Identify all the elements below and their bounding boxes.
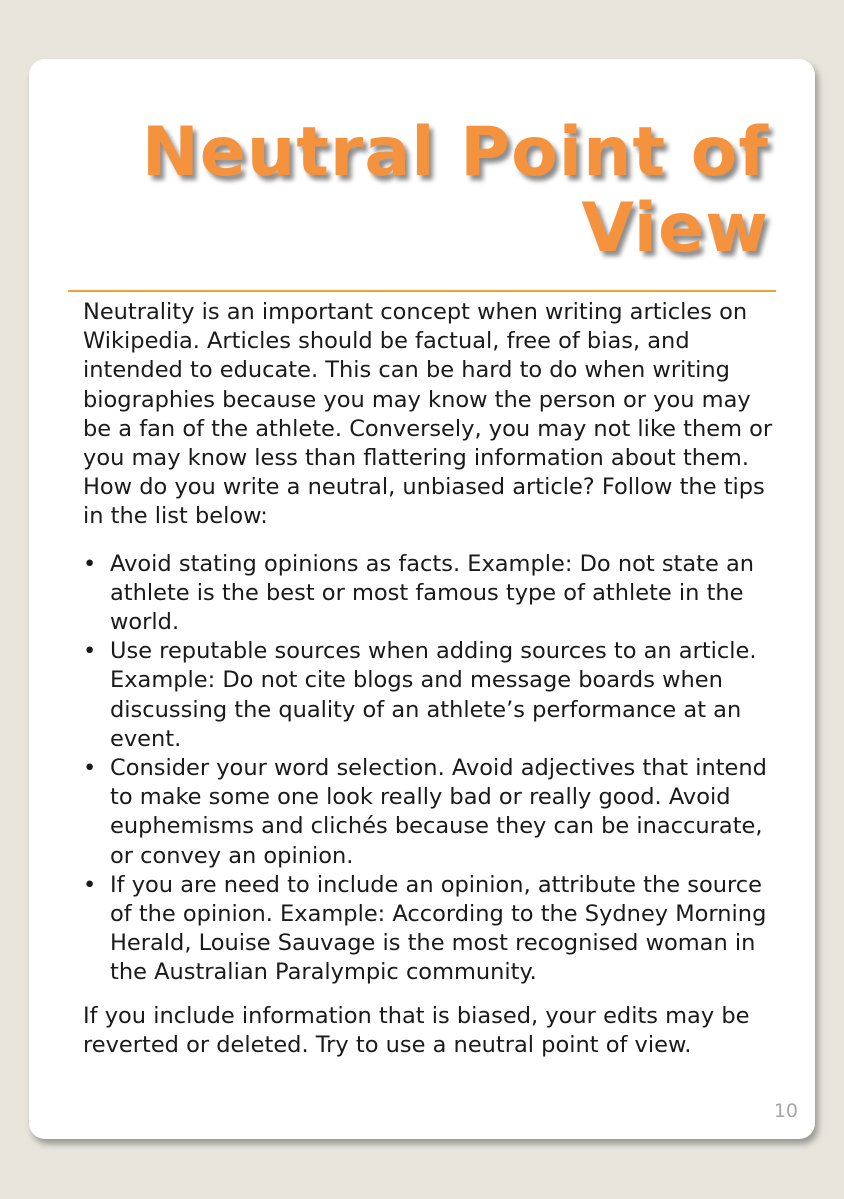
bullet-icon: • (83, 550, 97, 577)
intro-paragraph: Neutrality is an important concept when writing articles on Wikipedia. Articles should be factual, free of bias, and intended to educate. This can be hard to do when writing biographies because you may know the person or you may be a fan of the athlete. Conversely, you may not like them or you may know less than flattering information about them. How do you write a neutral, unbiased article? Follow the tips in the list below: (83, 299, 773, 530)
body-content (83, 298, 773, 1060)
tip-text: Use reputable sources when adding sources to an article. Example: Do not cite blogs and message boards when discussing the quality of an athlete’s performance at an event. (110, 638, 757, 752)
tip-text: Avoid stating opinions as facts. Example: Do not state an athlete is the best or most famous type of athlete in the world. (110, 550, 755, 636)
tip-text: Consider your word selection. Avoid adjectives that intend to make some one look really bad or really good. Avoid euphemisms and clichés because they can be inaccurate, or convey an opinion. (110, 755, 767, 869)
list-item (83, 550, 773, 638)
bullet-icon: • (83, 871, 97, 898)
list-item (83, 637, 773, 754)
page-card (29, 59, 815, 1139)
page-title: Neutral Point of View (141, 113, 769, 268)
closing-paragraph: If you include information that is biased, your edits may be reverted or deleted. Try to use a neutral point of view. (83, 1002, 750, 1058)
bullet-icon: • (83, 638, 97, 665)
list-item (83, 754, 773, 871)
bullet-icon: • (83, 755, 97, 782)
tip-text: If you are need to include an opinion, attribute the source of the opinion. Example: According to the Sydney Morning Herald, Louise Sauvage is the most recognised woman in the Australian Paralympic community. (110, 871, 767, 986)
page-number: 10 (773, 1100, 798, 1122)
list-item (83, 871, 773, 988)
title-divider (68, 290, 776, 292)
tips-list (83, 550, 773, 988)
